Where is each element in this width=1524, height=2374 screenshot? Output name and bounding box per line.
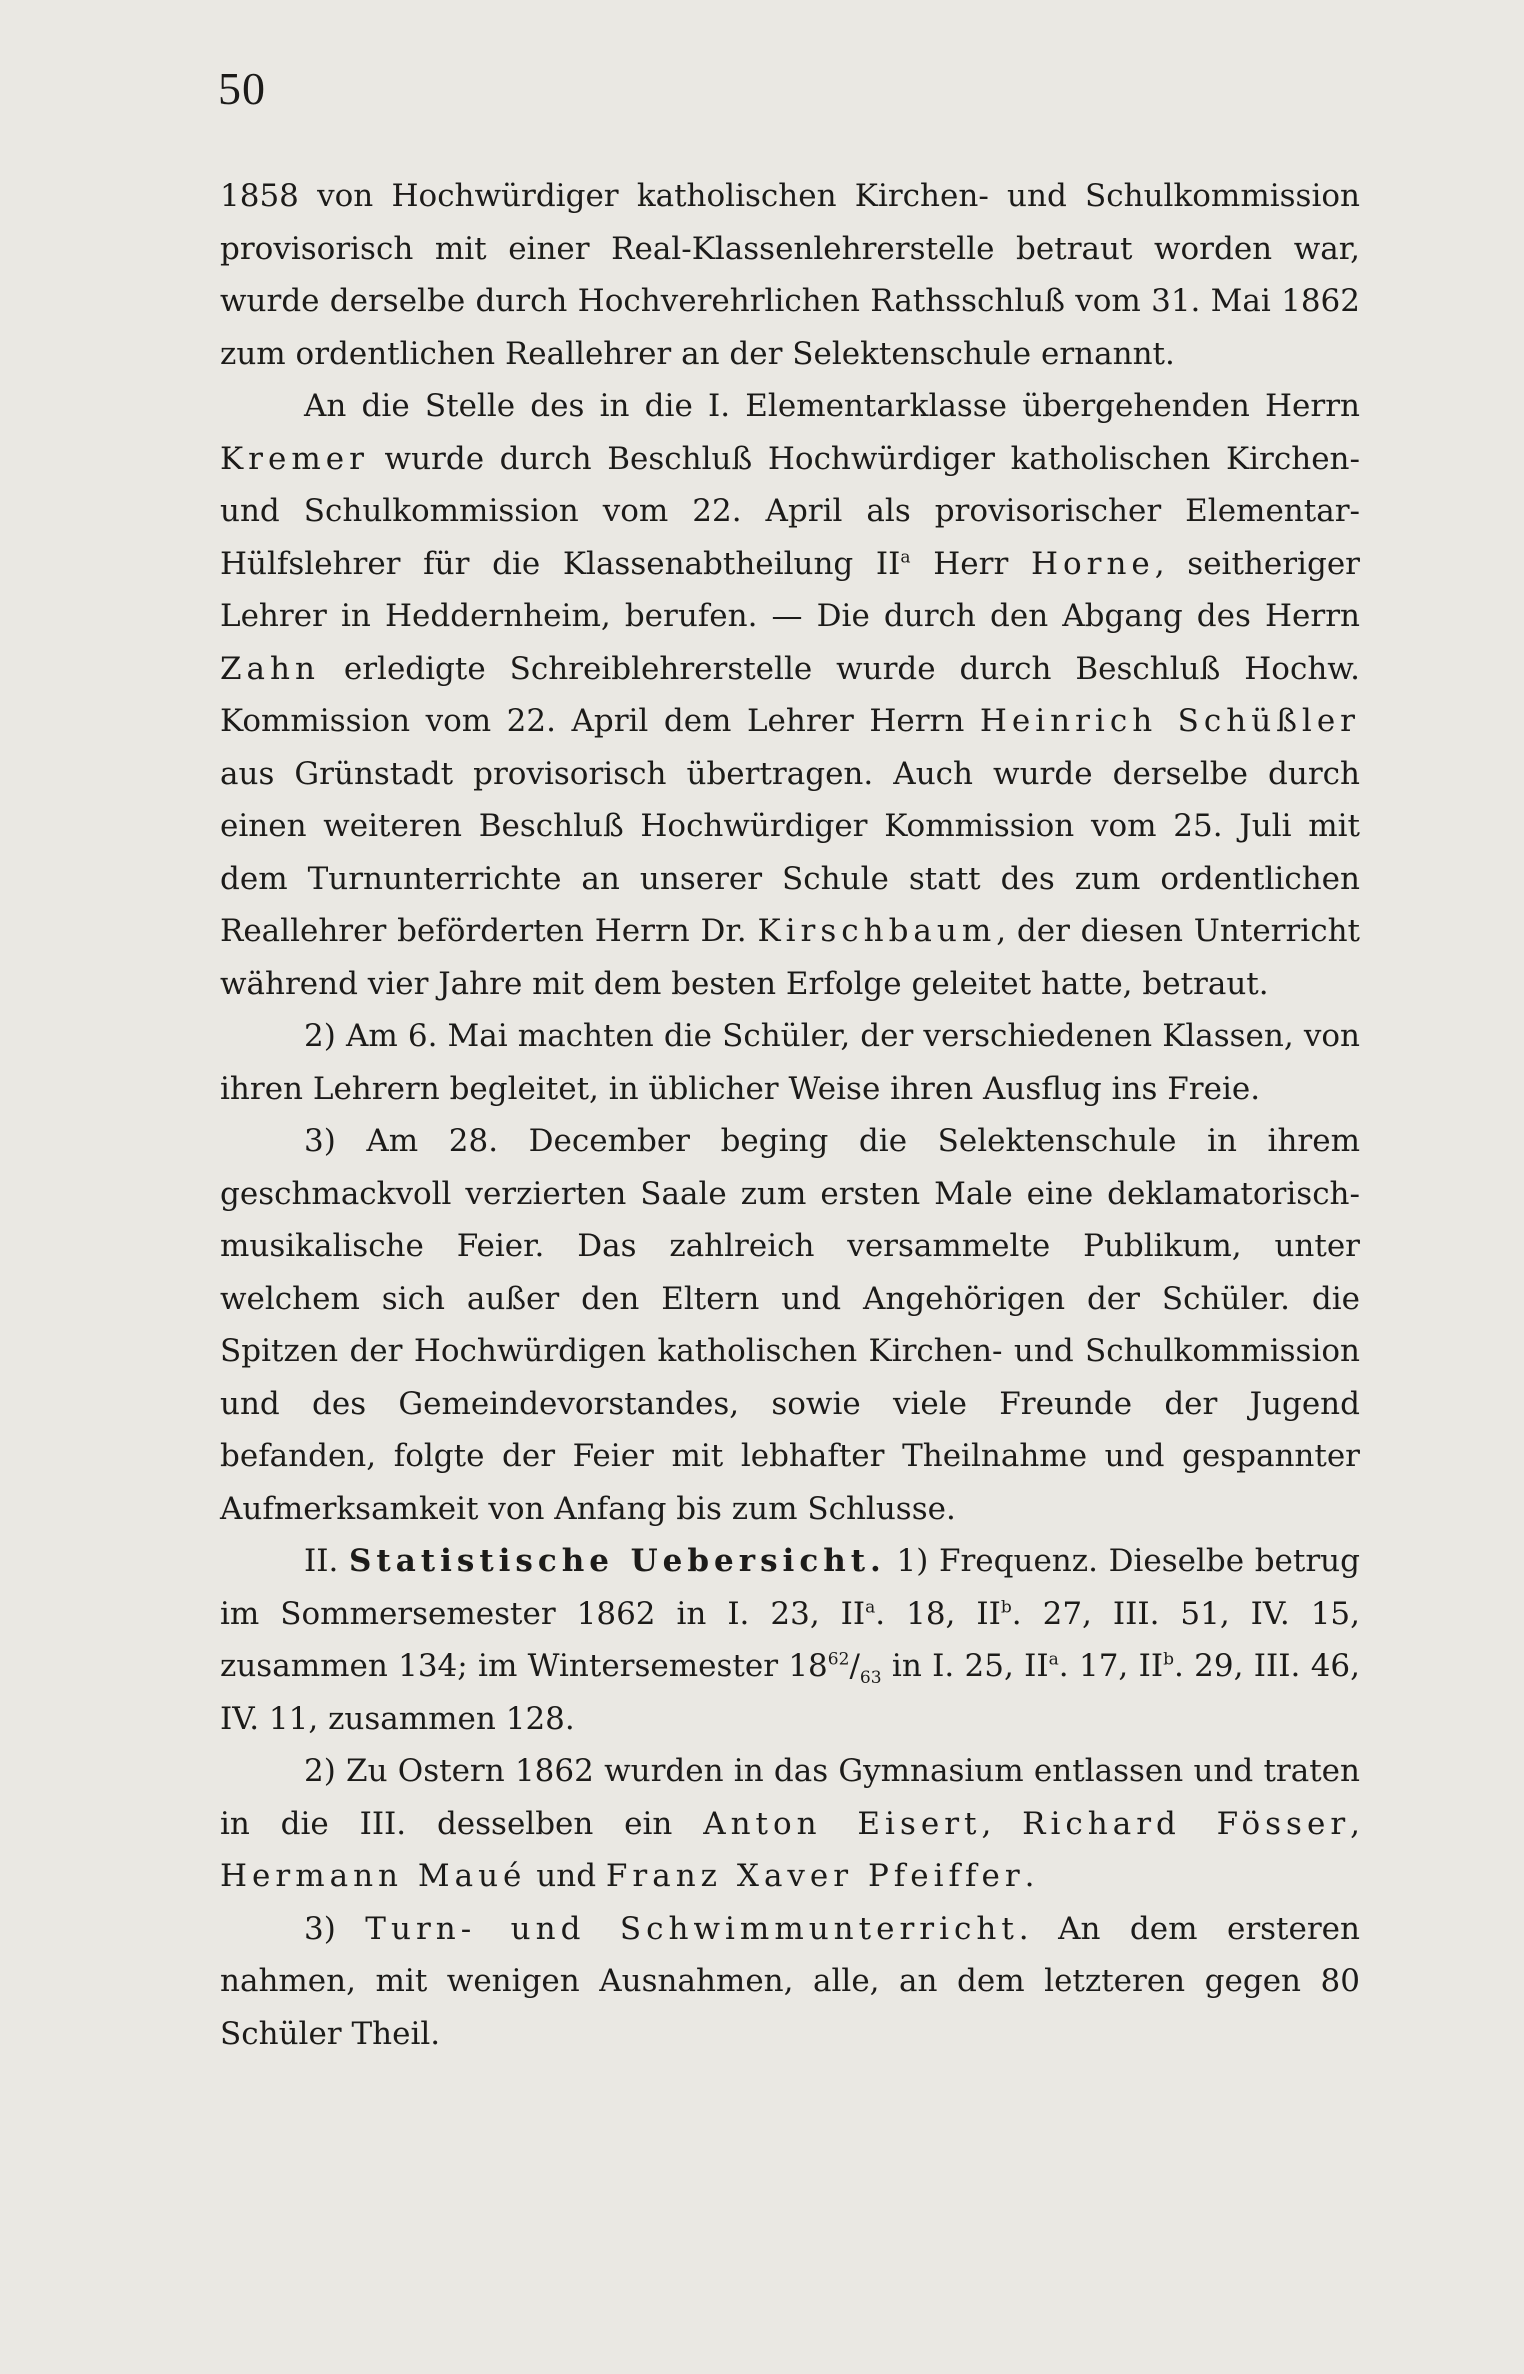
paragraph-celebration — [220, 1115, 1360, 1535]
person-name: Zahn — [220, 650, 320, 687]
text-run: . 29, III. 46, IV. 11, zusammen 128. — [220, 1648, 1360, 1737]
page-number: 50 — [218, 63, 266, 114]
subheading: Turn- und Schwimmunterricht — [365, 1910, 1019, 1947]
superscript: a — [865, 1597, 876, 1618]
paragraph-gymnasium: 2) Zu Ostern 1862 wurden in das Gymnasium entlassen und traten in die III. desselben ein Anton Eisert, Richard Fösser, Hermann Maué und Franz Xaver Pfeiffer. — [220, 1753, 1360, 1894]
text-run: 3) — [304, 1910, 336, 1947]
text-run: 2) Am 6. Mai machten die Schüler, der verschiedenen Klassen, von ihren Lehrern begleitet, in üblicher Weise ihren Ausflug ins Freie. — [220, 1018, 1360, 1107]
text-run: 1) Frequenz. Dieselbe betrug im Sommersemester 1862 in I. 23, II — [220, 1543, 1360, 1632]
fraction-numerator: 62 — [827, 1649, 850, 1670]
text-run: . 18, II — [875, 1595, 1001, 1632]
text-run: erledigte Schreiblehrerstelle wurde durch Beschluß Hochw. Kommission vom 22. April dem Lehrer Herrn — [220, 650, 1360, 739]
superscript: a — [900, 547, 911, 568]
paragraph-staff-changes — [220, 380, 1360, 1010]
text-run: . 17, II — [1058, 1648, 1164, 1684]
text-run: 2) Zu Ostern 1862 wurden in das Gymnasium entlassen und traten in die III. desselben ein — [220, 1753, 1360, 1842]
paragraph-statistics — [220, 1535, 1360, 1745]
person-name: Anton Eisert — [703, 1805, 982, 1842]
fraction: $^{62}/_{63}$ — [827, 1648, 882, 1689]
superscript: b — [1000, 1597, 1012, 1618]
fraction-denominator: 63 — [859, 1668, 882, 1689]
section-heading: Statistische Uebersicht. — [349, 1543, 886, 1579]
superscript: a — [1048, 1649, 1059, 1670]
text-run: An die Stelle des in die I. Elementarklasse übergehenden Herrn — [304, 388, 1360, 424]
person-name: Kirschbaum — [757, 913, 997, 949]
text-run: . 27, III. 51, IV. 15, zusammen 134; im Wintersemester 18 — [220, 1595, 1361, 1684]
paragraph-gymnastics — [220, 1903, 1360, 2061]
body-text — [220, 170, 1360, 2060]
text-run: . An dem ersteren nahmen, mit wenigen Ausnahmen, alle, an dem letzteren gegen 80 Schüler Theil. — [220, 1910, 1360, 2052]
text-run: und — [536, 1858, 597, 1894]
text-run: aus Grünstadt provisorisch übertragen. Auch wurde derselbe durch einen weiteren Beschluß Hochwürdiger Kommission vom 25. Juli mit dem Turnunterrichte an unserer Schule statt des zum ordentlichen Reallehrer beförderten Herrn Dr. — [220, 755, 1360, 949]
text-run: , der diesen Unterricht während vier Jahre mit dem besten Erfolge geleitet hatte, betraut. — [220, 913, 1361, 1002]
person-name: Franz Xaver Pfeiffer — [605, 1858, 1025, 1894]
text-run: 3) Am 28. December beging die Selektenschule in ihrem geschmackvoll verzierten Saale zum ersten Male eine deklamatorisch-musikalische Feier. Das zahlreich versammelte Publikum, unter welchem sich außer den Eltern und Angehörigen der Schüler. die Spitzen der Hochwürdigen katholischen Kirchen- und Schulkommission und des Gemeindevorstandes, sowie viele Freunde der Jugend befanden, folgte der Feier mit lebhafter Theilnahme und gespannter Aufmerksamkeit von Anfang bis zum Schlusse. — [220, 1123, 1360, 1527]
person-name: Hermann Maué — [220, 1858, 527, 1894]
text-run: in I. 25, II — [891, 1648, 1049, 1684]
text-run: wurde durch Beschluß Hochwürdiger katholischen Kirchen- und Schulkommission vom 22. April als provisorischer Elementar-Hülfslehrer für die Klassenabtheilung II — [220, 440, 1360, 582]
text-run: , seitheriger Lehrer in Heddernheim, berufen. — Die durch den Abgang des Herrn — [220, 545, 1360, 634]
person-name: Richard Fösser — [1022, 1805, 1351, 1842]
text-run: Herr — [933, 545, 1009, 582]
paragraph-appointment — [220, 170, 1360, 380]
text-run: 1858 von Hochwürdiger katholischen Kirchen- und Schulkommission provisorisch mit einer Real-Klassenlehrerstelle betraut worden war, wurde derselbe durch Hochverehrlichen Rathsschluß vom 31. Mai 1862 zum ordentlichen Reallehrer an der Selektenschule ernannt. — [220, 178, 1360, 372]
section-numeral: II. — [304, 1543, 339, 1579]
person-name: Kremer — [220, 440, 369, 477]
paragraph-excursion — [220, 1010, 1360, 1115]
superscript: b — [1163, 1649, 1174, 1670]
person-name: Heinrich Schüßler — [979, 703, 1360, 739]
person-name: Horne — [1030, 545, 1155, 582]
